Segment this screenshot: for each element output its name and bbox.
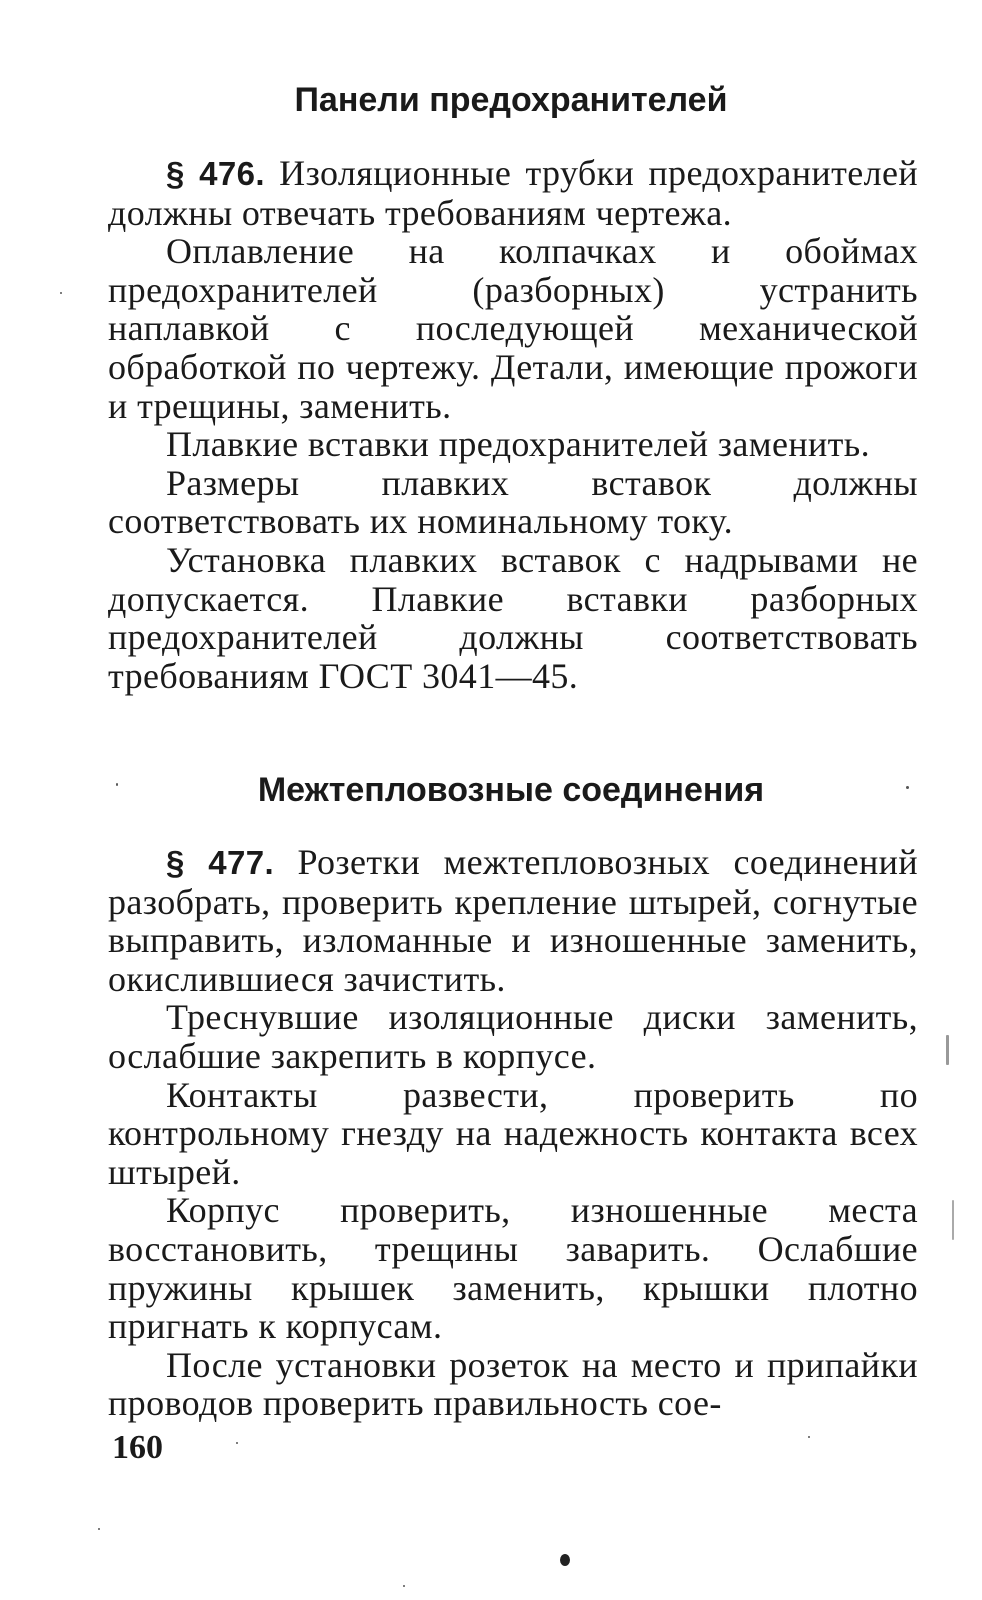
paragraph-476 <box>108 154 918 232</box>
paragraph <box>108 464 918 541</box>
paragraph-text: Розетки межтепловозных соединений разобрать, проверить крепление штырей, согнутые выправить, изломанные и изношенные заменить, окислившиеся зачистить. <box>108 842 918 999</box>
paragraph <box>108 541 918 695</box>
print-speck <box>60 292 62 294</box>
print-speck <box>946 1035 949 1065</box>
paragraph-number: § 477. <box>166 844 275 881</box>
paragraph <box>108 232 918 425</box>
paragraph-number: § 476. <box>166 155 265 192</box>
page-number: 160 <box>112 1429 163 1466</box>
section-body-interlocomotive-connections <box>108 843 918 1423</box>
print-speck <box>403 1585 405 1587</box>
print-speck <box>906 786 909 789</box>
print-speck <box>236 1442 238 1444</box>
paragraph <box>108 425 918 464</box>
print-speck <box>98 1528 100 1530</box>
paragraph <box>108 1346 918 1423</box>
paragraph-text: После установки розеток на место и припайки проводов проверить правильность сое- <box>108 1344 918 1424</box>
paragraph <box>108 1076 918 1192</box>
section-title-fuse-panels: Панели предохранителей <box>294 81 728 119</box>
paragraph-477 <box>108 843 918 998</box>
paragraph-text: Установка плавких вставок с надрывами не допускается. Плавкие вставки разборных предохранителей должны соответствовать требованиям ГОСТ 3041—45. <box>108 539 918 696</box>
section-title-interlocomotive-connections: Межтепловозные соединения <box>257 771 765 809</box>
paragraph-text: Корпус проверить, изношенные места восстановить, трещины заварить. Ослабшие пружины крышек заменить, крышки плотно пригнать к корпусам. <box>108 1190 918 1347</box>
print-speck <box>808 1436 810 1438</box>
section-body-fuse-panels <box>108 154 918 695</box>
paragraph-text: Размеры плавких вставок должны соответствовать их номинальному току. <box>108 462 918 542</box>
paragraph <box>108 1191 918 1345</box>
paragraph-text: Оплавление на колпачках и обоймах предохранителей (разборных) устранить наплавкой с последующей механической обработкой по чертежу. Детали, имеющие прожоги и трещины, заменить. <box>108 231 918 426</box>
paragraph-text: Треснувшие изоляционные диски заменить, ослабшие закрепить в корпусе. <box>108 997 918 1076</box>
paragraph-text: Плавкие вставки предохранителей заменить. <box>166 424 871 465</box>
print-speck <box>116 783 118 786</box>
paragraph <box>108 998 918 1075</box>
print-speck <box>952 1200 954 1240</box>
paragraph-text: Контакты развести, проверить по контрольному гнезду на надежность контакта всех штырей. <box>108 1074 918 1192</box>
paragraph-text: Изоляционные трубки предохранителей должны отвечать требованиям чертежа. <box>108 153 918 233</box>
print-speck <box>560 1554 570 1566</box>
